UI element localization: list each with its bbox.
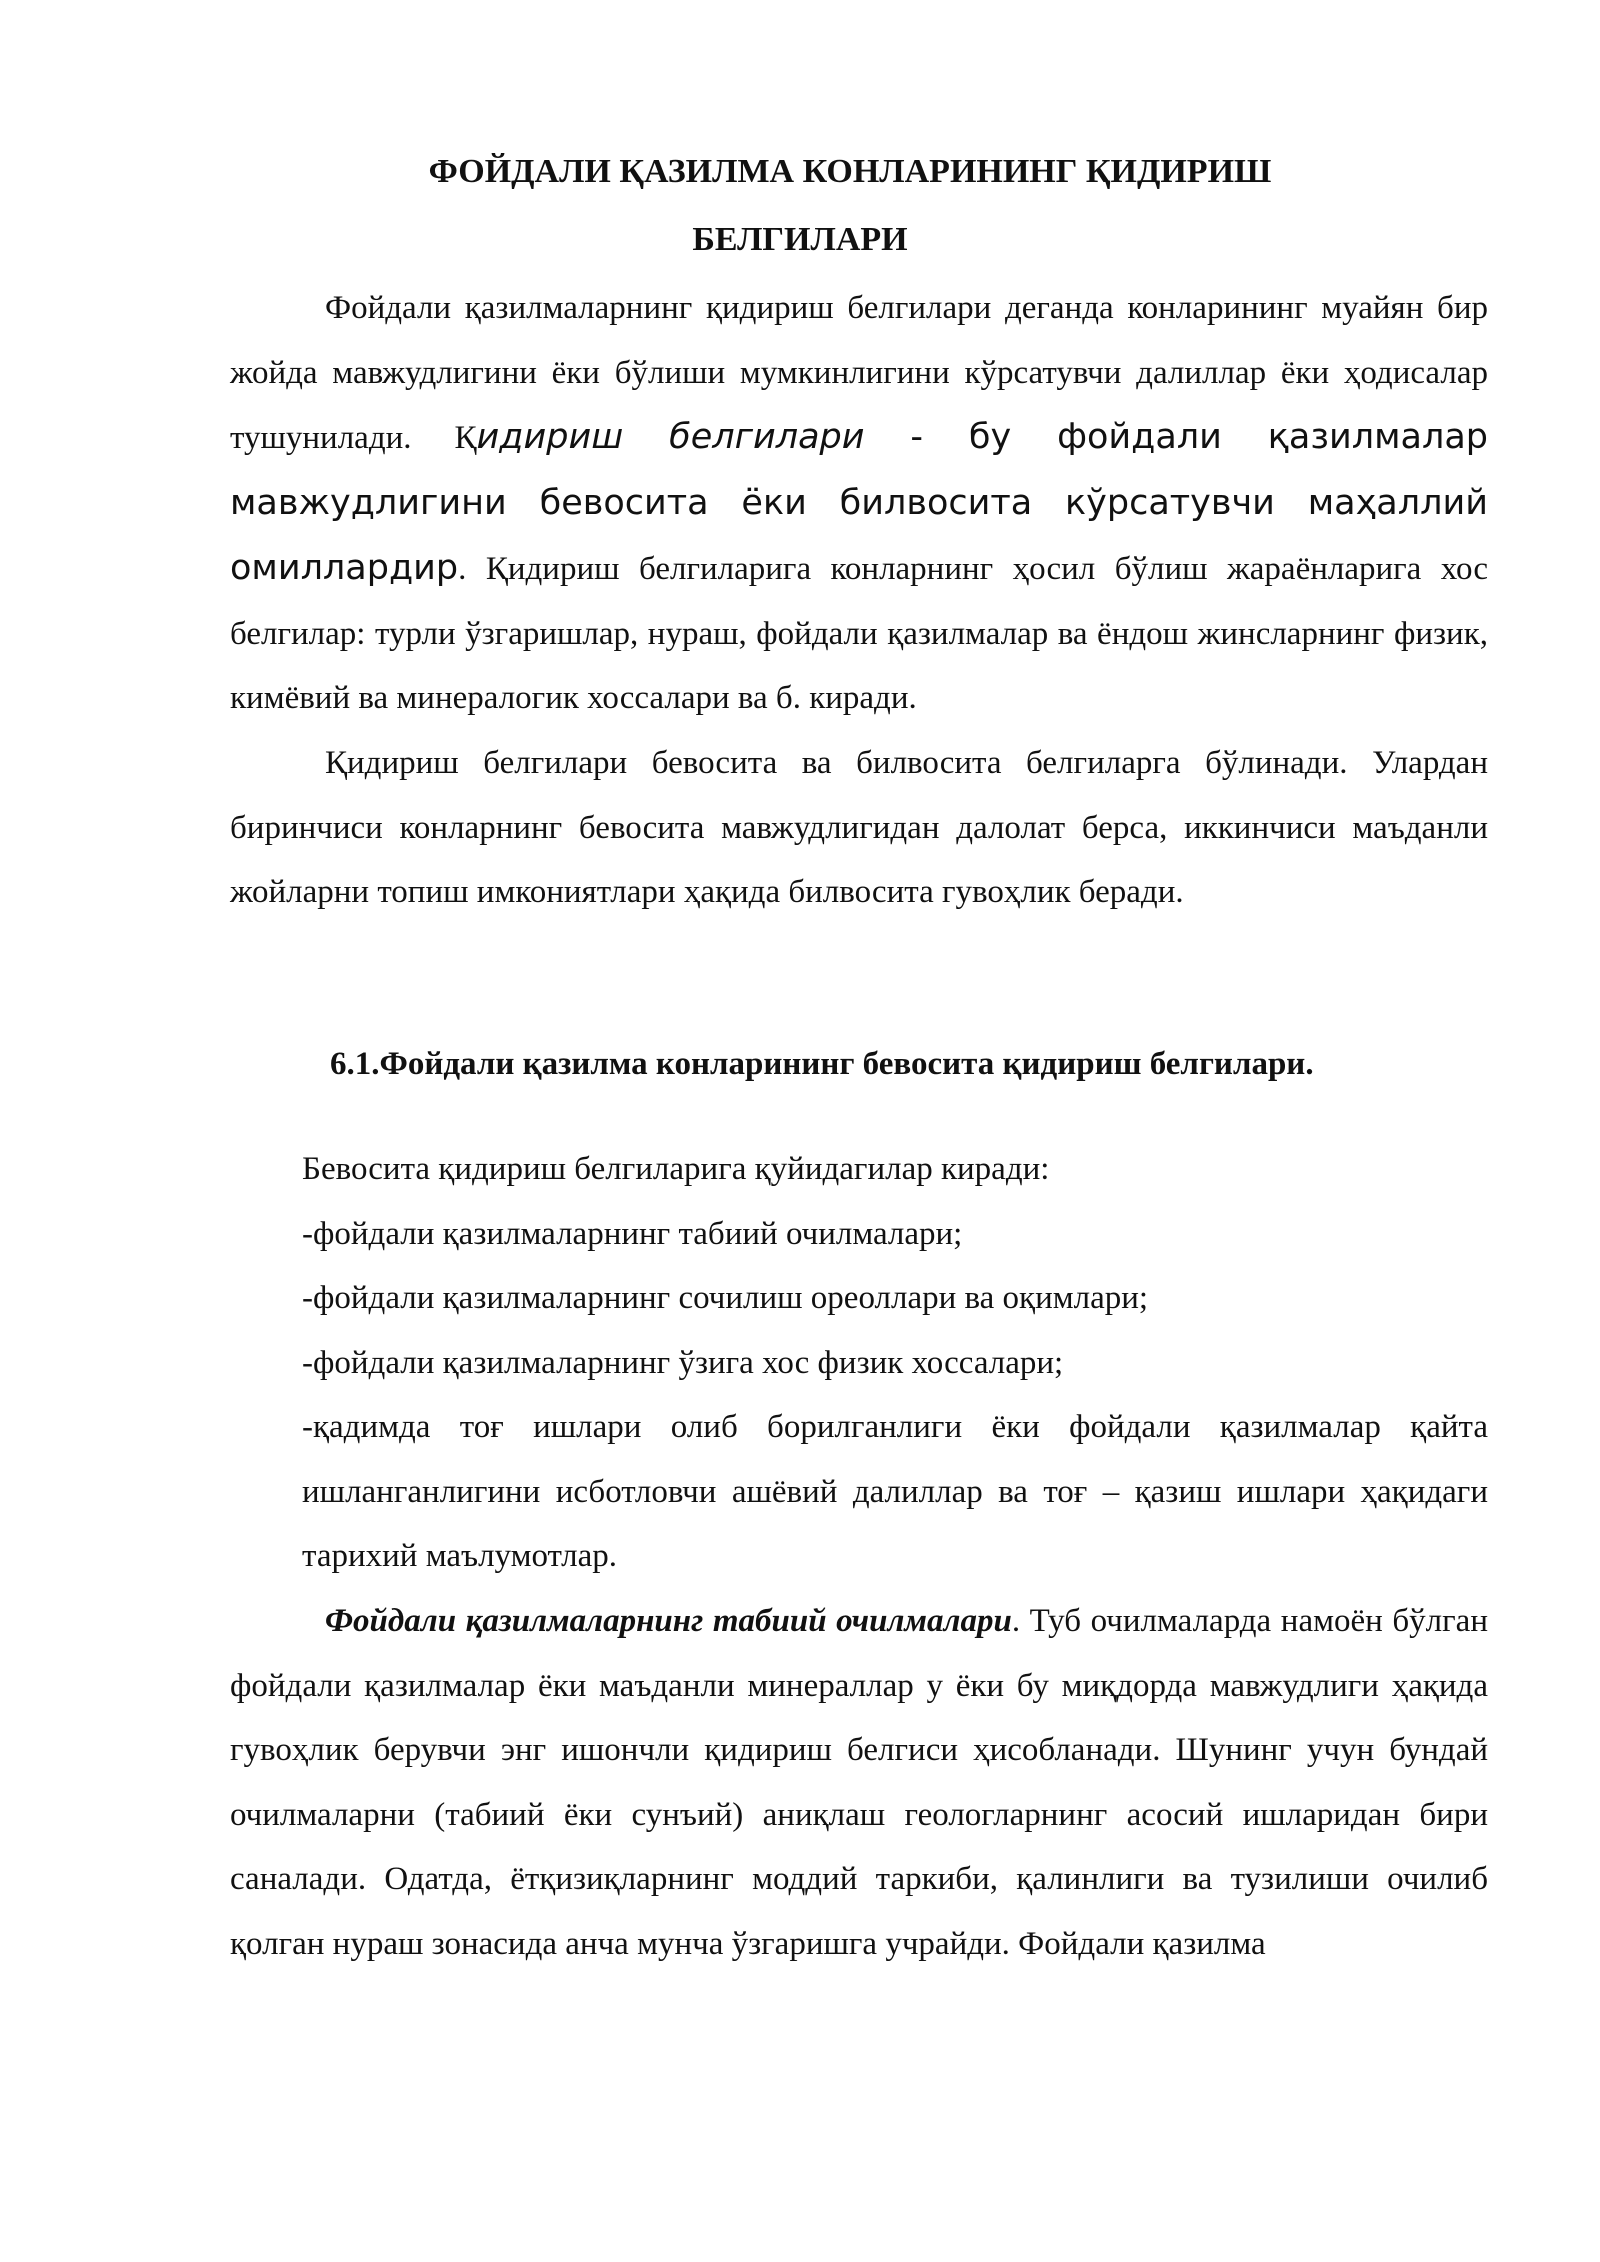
list-item: -қадимда тоғ ишлари олиб борилганлиги ёки фойдали қазилмалар қайта ишланганлигини исботловчи ашёвий далиллар ва тоғ – қазиш ишлари ҳақидаги тарихий маълумотлар. bbox=[302, 1409, 1488, 1574]
list-item: -фойдали қазилмаларнинг ўзига хос физик хоссалари; bbox=[302, 1344, 1064, 1381]
classification-paragraph: Қидириш белгилари бевосита ва билвосита белгиларга бўлинади. Улардан биринчиси конларнинг бевосита мавжудлигидан далолат берса, иккинчиси маъданли жойларни топиш имкониятлари ҳақида билвосита гувоҳлик беради. bbox=[230, 745, 1488, 910]
outcrops-text: . Туб очилмаларда намоён бўлган фойдали қазилмалар ёки маъданли минераллар у ёки бу миқдорда мавжудлиги ҳақида гувоҳлик берувчи энг ишончли қидириш белгиси ҳисобланади. Шунинг учун бундай очилмаларни (табиий ёки сунъий) аниқлаш геологларнинг асосий ишларидан бири саналади. Одатда, ётқизиқларнинг моддий таркиби, қалинлиги ва тузилиши очилиб қолган нураш зонасида анча мунча ўзгаришга учрайди. Фойдали қазилма bbox=[230, 1603, 1488, 1962]
intro-text-a: Фойдали қазилмаларнинг қидириш белгилари деганда конларининг муайян бир жойда мавжудлигини ёки бўлиши мумкинлигини кўрсатувчи далиллар ёки ҳодисалар тушунилади. Қ bbox=[230, 290, 1488, 456]
indicator-list bbox=[302, 1137, 1488, 1589]
list-lead: Бевосита қидириш белгиларига қуйидагилар киради: bbox=[302, 1151, 1050, 1187]
outcrops-paragraph bbox=[230, 1589, 1488, 1976]
intro-paragraph bbox=[230, 276, 1488, 731]
list-item: -фойдали қазилмаларнинг сочилиш ореоллари ва оқимлари; bbox=[302, 1280, 1149, 1316]
intro-text-b: - бу фойдали қазилмалар мавжудлигини бевосита ёки билвосита кўрсатувчи маҳаллий омиллардир bbox=[230, 417, 1488, 588]
list-item: -фойдали қазилмаларнинг табиий очилмалари; bbox=[302, 1215, 963, 1252]
intro-italic-term: идириш белгилари bbox=[476, 417, 865, 457]
intro-text-c: . Қидириш белгиларига конларнинг ҳосил бўлиш жараёнларига хос белгилар: турли ўзгаришлар, нураш, фойдали қазилмалар ва ёндош жинсларнинг физик, кимёвий ва минералогик хоссалари ва б. киради. bbox=[230, 551, 1488, 716]
outcrops-term: Фойдали қазилмаларнинг табиий очилмалари bbox=[325, 1603, 1012, 1639]
section-heading: 6.1.Фойдали қазилма конларининг бевосита қидириш белгилари. bbox=[330, 1046, 1314, 1082]
document-title-line2: БЕЛГИЛАРИ bbox=[692, 221, 908, 258]
document-title-line1: ФОЙДАЛИ ҚАЗИЛМА КОНЛАРИНИНГ ҚИДИРИШ bbox=[428, 153, 1272, 190]
